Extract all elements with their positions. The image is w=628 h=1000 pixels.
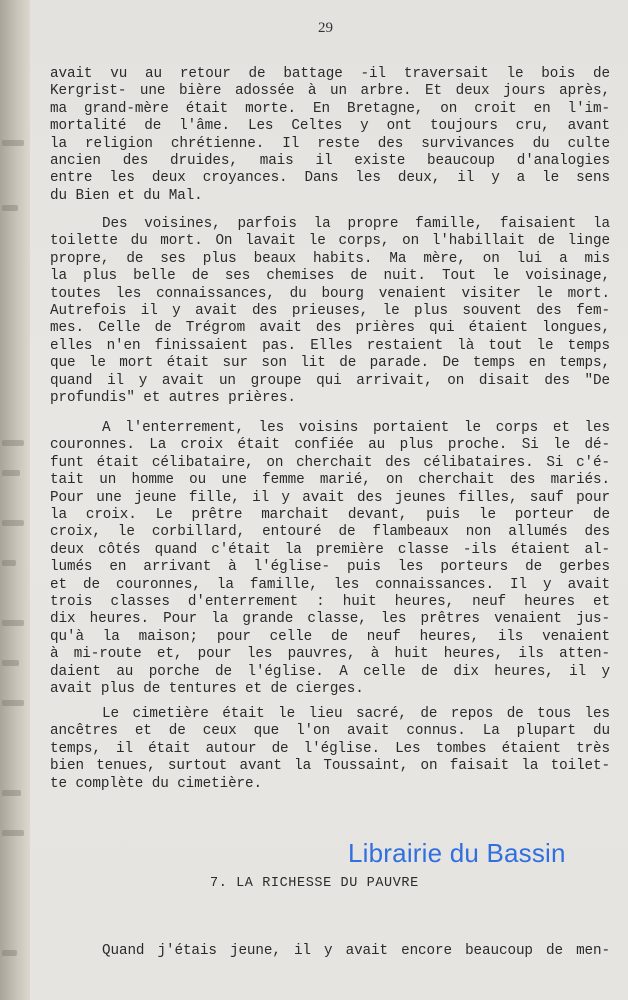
text-line: à mi-route et, pour les pauvres, à huit heures, ils atten- xyxy=(50,646,610,663)
text-line: daient au porche de l'église. A celle de dix heures, il y xyxy=(50,663,610,680)
text-line: quand il y avait un groupe qui arrivait, on disait des "De xyxy=(50,372,610,389)
text-line: tait un homme ou une femme marié, on cherchait des mariés. xyxy=(50,472,610,489)
text-line: ancien des druides, mais il existe beaucoup d'analogies xyxy=(50,153,610,170)
text-line: couronnes. La croix était confiée au plus proche. Si le dé- xyxy=(50,437,610,454)
paragraph-3 xyxy=(50,420,610,699)
paragraph-5 xyxy=(50,943,610,960)
facing-page-bleed-mark xyxy=(2,700,24,706)
text-line: Quand j'étais jeune, il y avait encore beaucoup de men- xyxy=(102,943,610,959)
facing-page-bleed-mark xyxy=(2,440,24,446)
facing-page-bleed-mark xyxy=(2,520,24,526)
text-line: dix heures. Pour la grande classe, les prêtres venaient jus- xyxy=(50,611,610,628)
facing-page-bleed-mark xyxy=(2,470,20,476)
text-line: Autrefois il y avait des prieuses, le plus souvent des fem- xyxy=(50,303,610,320)
text-line: bien tenues, surtout avant la Toussaint, on faisait la toilet- xyxy=(50,758,610,775)
facing-page-bleed-mark xyxy=(2,660,19,666)
text-line: avait vu au retour de battage -il traversait le bois de xyxy=(50,66,610,82)
text-line: profundis" et autres prières. xyxy=(50,390,296,407)
text-line: propre, de ses plus beaux habits. Ma mère, on lui a mis xyxy=(50,250,610,267)
book-page xyxy=(30,0,628,1000)
text-line: mortalité de l'âme. Les Celtes y ont toujours cru, avant xyxy=(50,118,610,135)
section-heading: 7. LA RICHESSE DU PAUVRE xyxy=(210,876,419,891)
text-line: lumés en arrivant à l'église- puis les porteurs de gerbes xyxy=(50,559,610,576)
text-line: du Bien et du Mal. xyxy=(50,187,203,204)
facing-page-bleed-mark xyxy=(2,140,24,146)
paragraph-1 xyxy=(50,66,610,205)
text-line: toilette du mort. On lavait le corps, on l'habillait de linge xyxy=(50,233,610,250)
facing-page-bleed-mark xyxy=(2,830,24,836)
text-line: A l'enterrement, les voisins portaient le corps et les xyxy=(102,420,610,436)
paragraph-2 xyxy=(50,216,610,407)
text-line: la croix. Le prêtre marchait devant, puis le porteur de xyxy=(50,507,610,524)
text-line: entre les deux croyances. Dans les deux, il y a le sens xyxy=(50,170,610,187)
paragraph-4 xyxy=(50,706,610,793)
text-line: deux côtés quand c'était la première classe -ils étaient al- xyxy=(50,541,610,558)
text-line: Pour une jeune fille, il y avait des jeunes filles, sauf pour xyxy=(50,489,610,506)
bookseller-watermark: Librairie du Bassin xyxy=(348,838,566,868)
facing-page-bleed-mark xyxy=(2,560,16,566)
text-line: la plus belle de ses chemises de nuit. Tout le voisinage, xyxy=(50,268,610,285)
text-line: Le cimetière était le lieu sacré, de repos de tous les xyxy=(102,706,610,722)
text-line: ancêtres et de ceux que l'on avait connus. La plupart du xyxy=(50,723,610,740)
text-line: te complète du cimetière. xyxy=(50,775,262,792)
text-line: avait plus de tentures et de cierges. xyxy=(50,681,364,698)
text-line: et de couronnes, la famille, les connaissances. Il y avait xyxy=(50,576,610,593)
text-line: que le mort était sur son lit de parade. De temps en temps, xyxy=(50,355,610,372)
text-line: temps, il était autour de l'église. Les tombes étaient très xyxy=(50,740,610,757)
text-line: trois classes d'enterrement : huit heures, neuf heures et xyxy=(50,594,610,611)
text-line: elles n'en finissaient pas. Elles restaient là tout le temps xyxy=(50,337,610,354)
text-line: croix, le corbillard, entouré de flambeaux non allumés des xyxy=(50,524,610,541)
facing-page-bleed-mark xyxy=(2,950,17,956)
text-line: funt était célibataire, on cherchait des célibataires. Si c'é- xyxy=(50,454,610,471)
text-line: mes. Celle de Trégrom avait des prières qui étaient longues, xyxy=(50,320,610,337)
facing-page-bleed-mark xyxy=(2,620,24,626)
facing-page-bleed-mark xyxy=(2,205,18,211)
text-line: la religion chrétienne. Il reste des survivances du culte xyxy=(50,135,610,152)
facing-page-bleed-mark xyxy=(2,790,21,796)
text-line: ma grand-mère était morte. En Bretagne, on croit en l'im- xyxy=(50,100,610,117)
text-line: qu'à la maison; pour celle de neuf heures, ils venaient xyxy=(50,628,610,645)
text-line: toutes les connaissances, du bourg venaient visiter le mort. xyxy=(50,285,610,302)
text-line: Des voisines, parfois la propre famille, faisaient la xyxy=(102,216,610,232)
text-line: Kergrist- une bière adossée à un arbre. Et deux jours après, xyxy=(50,83,610,100)
page-gutter-shadow xyxy=(0,0,30,1000)
page-number: 29 xyxy=(318,20,333,36)
